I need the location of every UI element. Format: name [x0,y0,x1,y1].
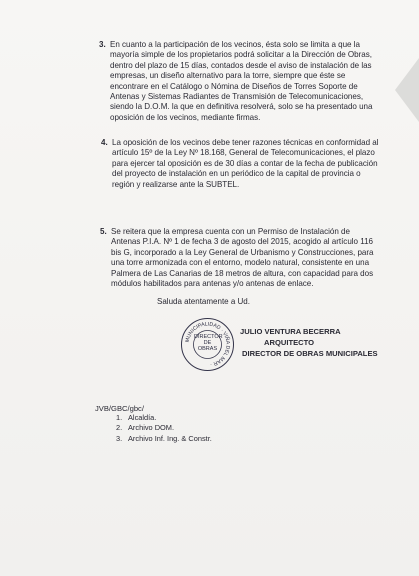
distribution-item [116,434,212,444]
signer-name: JULIO VENTURA BECERRA [240,327,341,336]
paragraph-5-line: módulos habilitados para antenas y/o antenas de enlace. [111,279,314,289]
paragraph-3-line: empresas, un diseño alternativo para la torre, siempre que éste se [110,71,346,81]
signer-title: ARQUITECTO [264,338,315,347]
signer-position: DIRECTOR DE OBRAS MUNICIPALES [242,349,378,358]
distribution-item-number: 2. [116,423,123,433]
paragraph-4-line: del proyecto de instalación en un periódico de la capital de provincia o [112,169,361,179]
distribution-item-label: Alcaldía. [128,413,157,422]
paragraph-3-line: oposición de los vecinos, mediante firmas. [110,112,261,122]
seal-center-line: DIRECTOR [194,334,223,340]
distribution-item-number: 3. [116,433,123,443]
seal-center-line: OBRAS [197,346,218,352]
paragraph-4-line: La oposición de los vecinos debe tener razones técnicas en conformidad al [112,138,379,147]
seal-center-line: DE [203,340,212,346]
paragraph-5 [100,227,385,289]
signature-block [232,326,378,359]
paragraph-5-number: 5. [100,227,107,236]
seal-ring-text: MUNICIPALIDAD · VIÑA DEL MAR · [184,321,231,368]
distribution-item-label: Archivo DOM. [128,423,174,433]
paragraph-5-line: una torre armonizada con el entorno, modelo natural, consistente en una [111,258,370,268]
paragraph-5-line: Palmera de Las Canarias de 18 metros de altura, con capacidad para dos [111,268,374,278]
paragraph-3-line: mayoría simple de los propietarios podrá solicitar a la Dirección de Obras, [110,50,372,60]
paragraph-5-line: bis G, incorporado a la Ley General de Urbanismo y Construcciones, para [111,247,374,257]
distribution-item-number: 1. [116,413,123,422]
paragraph-3 [99,40,383,123]
paragraph-3-number: 3. [99,40,106,49]
paragraph-3-line: En cuanto a la participación de los vecinos, ésta solo se limita a que la [110,40,360,49]
distribution-item-label: Archivo Inf. Ing. & Constr. [128,433,212,443]
distribution-item [116,423,212,433]
paragraph-4-line: para ejercer tal oposición es de 30 días a contar de la fecha de publicación [112,158,378,168]
paragraph-5-line: Se reitera que la empresa cuenta con un Permiso de Instalación de [111,227,350,236]
paragraph-4-number: 4. [101,138,108,147]
paragraph-4 [101,138,384,190]
seal-center [194,334,221,352]
paragraph-4-line: región y realizarse ante la SUBTEL. [112,179,240,189]
distribution-item [116,413,212,423]
paragraph-3-line: siendo la D.O.M. la que en definitiva resolverá, solo se ha presentado una [110,102,373,112]
page-fold-shadow [395,58,419,122]
paragraph-4-line: artículo 15º de la Ley Nº 18.168, General de Telecomunicaciones, el plazo [112,148,375,158]
distribution-list [116,413,212,444]
municipal-seal-stamp [181,318,234,371]
paragraph-5-line: Antenas P.I.A. Nº 1 de fecha 3 de agosto del 2015, acogido al artículo 116 [111,237,373,247]
paragraph-3-line: Antenas y Sistemas Radiantes de Transmisión de Telecomunicaciones, [110,92,364,102]
paragraph-3-line: encontrare en el Catálogo o Nómina de Diseños de Torres Soporte de [110,81,358,91]
closing-greeting: Saluda atentamente a Ud. [157,297,250,306]
paragraph-3-line: dentro del plazo de 15 días, contados desde el aviso de instalación de las [110,60,372,70]
reference-initials: JVB/GBC/gbc/ [95,404,144,413]
